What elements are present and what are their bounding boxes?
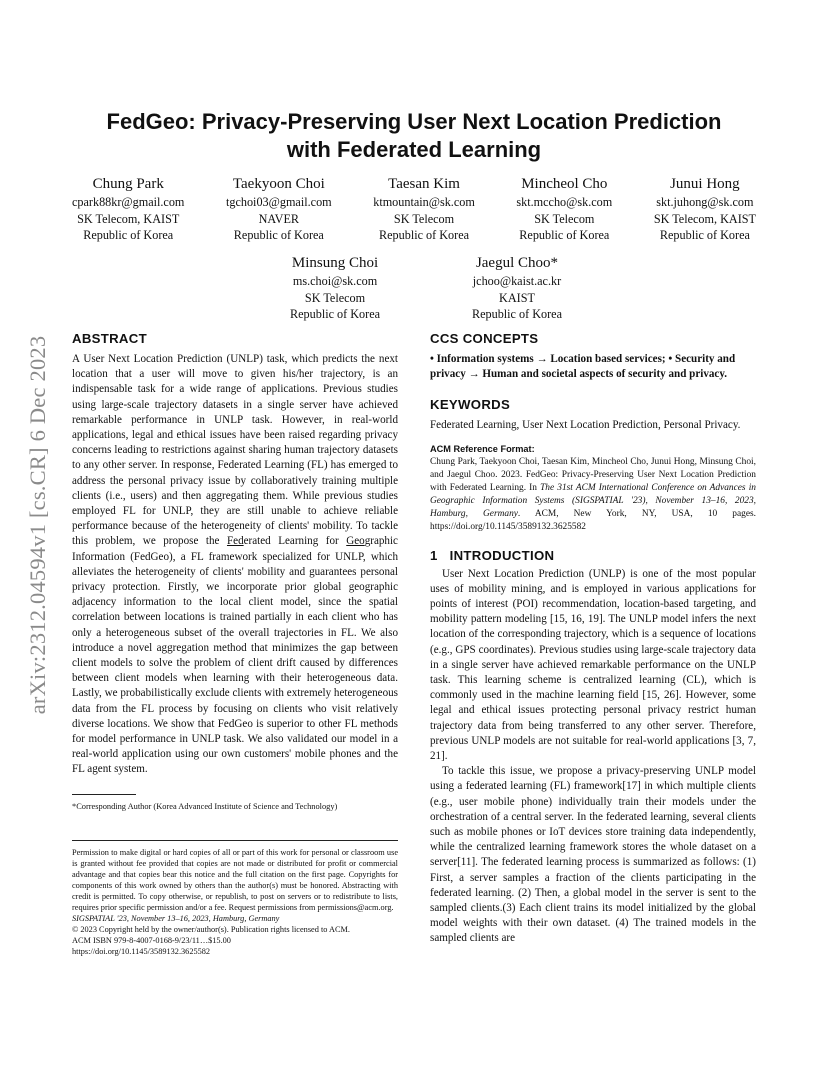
abstract-text — [72, 352, 398, 778]
author-affiliation: SK Telecom — [393, 211, 455, 226]
author-country: Republic of Korea — [519, 228, 610, 242]
title-line-2: with Federated Learning — [286, 137, 542, 162]
author-email: skt.mccho@sk.com — [516, 195, 613, 209]
author-country: Republic of Korea — [379, 228, 470, 242]
author-email: cpark88kr@gmail.com — [72, 195, 185, 209]
corresponding-author-footnote: *Corresponding Author (Korea Advanced Institute of Science and Technology) — [72, 801, 338, 811]
author-block — [72, 175, 184, 244]
permission-divider — [72, 840, 398, 841]
author-block — [516, 175, 612, 244]
introduction-heading — [430, 548, 756, 563]
author-affiliation: SK Telecom, KAIST — [77, 211, 180, 226]
abstract-part-3: graphic Information (FedGeo), a FL framework specialized for UNLP, which alleviates the heterogeneity of clients' mobility and guarantees personal privacy protection. Firstly, we incorporate prior global geographic adjacency information to the local client model, since the spatial correlation between locations is trained partially in each client who has only a heterogeneous subset of the overall trajectories in FL. We also introduce a novel aggregation method that minimizes the gap between client models to solve the problem of client drift caused by differences between client models when learning with their heterogeneous data. Lastly, we probabilistically exclude clients with extremely heterogeneous data from the FL process by focusing on clients who visit relatively diverse locations. We show that FedGeo is superior to other FL methods for model performance in UNLP task. We also validated our model in a real-world application using our own customers' mobile phones and the FL agent system. — [72, 535, 398, 776]
permission-venue: SIGSPATIAL '23, November 13–16, 2023, Hamburg, Germany — [72, 913, 280, 923]
permission-isbn: ACM ISBN 979-8-4007-0168-9/23/11…$15.00 — [72, 935, 231, 945]
intro-paragraph-1: User Next Location Prediction (UNLP) is one of the most popular uses of mobility mining, and is employed in various applications for points of interest (POI) recommendation, location-based targeting, and mobility pattern modeling [15, 16, 19]. The UNLP model infers the next location of the corresponding trajectory, which is a sequence of locations (e.g., GPS coordinates). Previous studies using large-scale trajectory data in a single server have achieved remarkable performance on the UNLP task. This learning scheme is centralized learning (CL), which is commonly used in the machine learning field [15, 26]. However, some legal and ethical issues protecting personal privacy restrict human trajectory data from being transferred to any other server. Therefore, previous UNLP models are not suitable for real-world applications [3, 7, 21]. — [430, 567, 756, 763]
section-number: 1 — [430, 547, 438, 563]
keywords-text: Federated Learning, User Next Location Prediction, Personal Privacy. — [430, 419, 741, 432]
author-affiliation: SK Telecom — [534, 211, 595, 226]
acm-ref-heading: ACM Reference Format: — [430, 443, 535, 454]
author-row-2 — [290, 254, 562, 323]
permission-copyright: © 2023 Copyright held by the owner/author(s). Publication rights licensed to ACM. — [72, 924, 350, 934]
author-row-1 — [72, 175, 756, 244]
author-affiliation: NAVER — [258, 211, 300, 226]
title-line-1: FedGeo: Privacy-Preserving User Next Location Prediction — [106, 109, 722, 134]
author-country: Republic of Korea — [83, 228, 174, 242]
acm-ref-authors: Chung Park, Taekyoon Choi, Taesan Kim, Mincheol Cho, Junui Hong, Minsung Choi, and Jaegul Choo. 2023. FedGeo: Privacy-Preserving User Next Location Prediction with Federated Learning. In — [430, 456, 756, 493]
author-block — [290, 254, 380, 323]
author-block — [226, 175, 332, 244]
author-country: Republic of Korea — [659, 228, 750, 242]
permission-notice: Permission to make digital or hard copies of all or part of this work for personal or classroom use is granted without fee provided that copies are not made or distributed for profit or commercial advantage and that copies bear this notice and the full citation on the first page. Copyrights for components of this work owned by others than the author(s) must be honored. Abstracting with credit is permitted. To copy otherwise, or republish, to post on servers or to redistribute to lists, requires prior specific permission and/or a fee. Request permissions from permissions@acm.org. — [72, 847, 398, 912]
author-email: ms.choi@sk.com — [292, 274, 378, 288]
abstract-part-2: erated Learning for — [243, 535, 347, 548]
author-name: Minsung Choi — [291, 255, 379, 271]
author-block — [472, 254, 562, 323]
author-email: tgchoi03@gmail.com — [225, 195, 332, 209]
ccs-heading: CCS CONCEPTS — [430, 331, 539, 346]
abstract-part-1: A User Next Location Prediction (UNLP) task, which predicts the next location that a user will move to given his/her trajectory, is an indispensable task for a wide range of applications. Previous studies using large-scale trajectory datasets in a single server have achieved remarkable performance in UNLP task. However, in real-world applications, legal and ethical issues have been raised regarding privacy concerns leading to restrictions against sharing human trajectory datasets to any other server. In response, Federated Learning (FL) has emerged to address the personal privacy issue by collaboratively training multiple clients (i.e., users) and then aggregating them. While previous studies employed FL for UNLP, they are still unable to achieve reliable performance because of the heterogeneity of clients' mobility. To tackle this problem, we propose the — [72, 353, 398, 548]
acm-ref-publisher: . ACM, New York, NY, USA, 10 pages. https://doi.org/10.1145/3589132.3625582 — [430, 508, 756, 532]
author-name: Taesan Kim — [388, 176, 460, 192]
author-affiliation: SK Telecom, KAIST — [653, 211, 756, 226]
arxiv-id-text: arXiv:2312.04594v1 [cs.CR] 6 Dec 2023 — [25, 335, 50, 715]
author-affiliation: SK Telecom — [304, 290, 366, 305]
author-affiliation: KAIST — [499, 290, 535, 305]
author-email: skt.juhong@sk.com — [656, 195, 754, 209]
acm-ref-venue: The 31st ACM International Conference on Advances in Geographic Information Systems (SIGSPATIAL '23), November 13–16, 2023, Hamburg, Germany — [430, 482, 756, 519]
permission-doi[interactable]: https://doi.org/10.1145/3589132.3625582 — [72, 946, 211, 956]
arxiv-identifier — [18, 290, 58, 760]
author-block — [373, 175, 475, 244]
author-country: Republic of Korea — [233, 228, 324, 242]
right-column — [430, 330, 756, 947]
author-block — [654, 175, 756, 244]
author-name: Mincheol Cho — [521, 176, 608, 192]
author-country: Republic of Korea — [290, 307, 381, 321]
author-email: ktmountain@sk.com — [373, 195, 475, 209]
author-name: Taekyoon Choi — [232, 176, 325, 192]
ccs-text: • Information systems → Location based services; • Security and privacy → Human and societal aspects of security and privacy. — [430, 353, 736, 381]
paper-title — [72, 108, 756, 164]
abstract-fed-underlined: Fed — [226, 535, 244, 548]
section-title: INTRODUCTION — [449, 547, 555, 563]
intro-paragraph-2: To tackle this issue, we propose a privacy-preserving UNLP model using a federated learning (FL) framework[17] in which multiple clients (e.g., user mobile phone) individually train their models under the orchestration of a central server. In the federated learning, several clients such as mobile phones or IoT devices store training data independently, while the centralized learning framework stores the whole dataset on a server[11]. The federated learning process is summarized as follows: (1) First, a server samples a fraction of the clients participating in the federated learning. (2) Then, a global model in the server is sent to the sampled clients.(3) Each client trains its model initialized by the global model weights with their own dataset. (4) The trained models in the sampled clients are — [430, 765, 756, 945]
author-name: Junui Hong — [670, 176, 740, 192]
author-name: Jaegul Choo* — [475, 255, 559, 271]
author-country: Republic of Korea — [471, 307, 562, 321]
author-email: jchoo@kaist.ac.kr — [472, 274, 562, 288]
abstract-heading: ABSTRACT — [72, 331, 147, 346]
acm-ref-text — [430, 456, 756, 534]
keywords-heading: KEYWORDS — [430, 397, 511, 413]
left-column — [72, 330, 398, 957]
abstract-geo-underlined: Geo — [346, 535, 365, 548]
footnote-divider — [72, 794, 136, 795]
author-name: Chung Park — [92, 176, 164, 192]
